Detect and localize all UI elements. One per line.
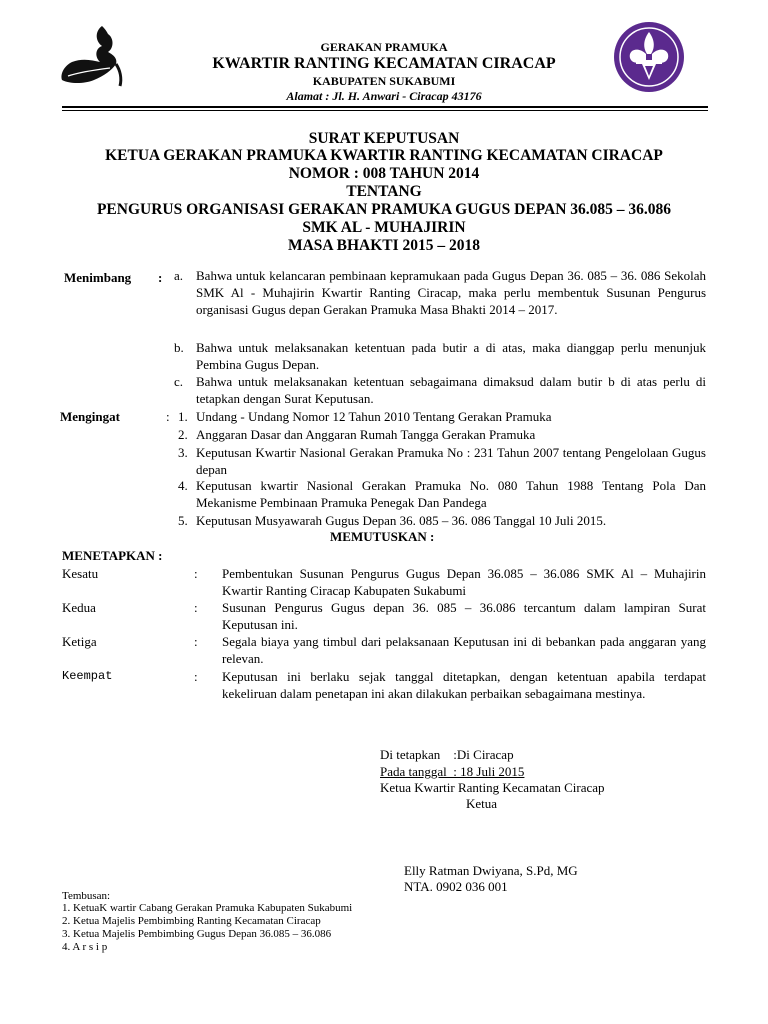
menimbang-marker-b: b. bbox=[174, 340, 184, 355]
mengingat-item-2: Anggaran Dasar dan Anggaran Rumah Tangga Gerakan Pramuka bbox=[196, 427, 536, 442]
mengingat-marker-2: 2. bbox=[178, 427, 188, 442]
menetapkan-label: MENETAPKAN : bbox=[62, 548, 163, 563]
menimbang-item-a: Bahwa untuk kelancaran pembinaan kepramukaan pada Gugus Depan 36. 085 – 36. 086 Sekolah SMK Al - Muhajirin Kwartir Ranting Ciracap, maka perlu membentuk Susunan Pengurus organisasi Gugus depan Gerakan Pramuka Masa Bhakti 2014 – 2017. bbox=[196, 268, 706, 317]
title-line3: NOMOR : 008 TAHUN 2014 bbox=[288, 165, 480, 182]
header-rule-thin bbox=[62, 110, 708, 111]
kesatu-text: Pembentukan Susunan Pengurus Gugus Depan 36.085 – 36.086 SMK Al – Muhajirin Kwartir Ranting Ciracap Kabupaten Sukabumi bbox=[222, 566, 706, 598]
kesatu-label: Kesatu bbox=[62, 566, 99, 581]
mengingat-item-1: Undang - Undang Nomor 12 Tahun 2010 Tentang Gerakan Pramuka bbox=[196, 409, 552, 424]
mengingat-marker-4: 4. bbox=[178, 478, 188, 493]
sig-nama: Elly Ratman Dwiyana, S.Pd, MG bbox=[404, 863, 578, 878]
title-line4: TENTANG bbox=[346, 183, 422, 200]
mengingat-marker-1: 1. bbox=[178, 409, 188, 424]
tembusan-item-4: 4. A r s i p bbox=[62, 941, 108, 953]
keempat-text: Keputusan ini berlaku sejak tanggal ditetapkan, dengan ketentuan apabila terdapat kekeliruan dalam penetapan ini akan dilakukan perbaikan sebagaimana mestinya. bbox=[222, 669, 706, 701]
menimbang-marker-c: c. bbox=[174, 374, 184, 389]
ketiga-colon: : bbox=[194, 634, 198, 649]
kedua-colon: : bbox=[194, 600, 198, 615]
mengingat-item-5: Keputusan Musyawarah Gugus Depan 36. 085 – 36. 086 Tanggal 10 Juli 2015. bbox=[196, 513, 607, 528]
header-rule-thick bbox=[62, 106, 708, 108]
sig-jabatan: Ketua Kwartir Ranting Kecamatan Ciracap bbox=[380, 780, 605, 795]
title-line6: SMK AL - MUHAJIRIN bbox=[302, 219, 466, 236]
kesatu-colon: : bbox=[194, 566, 198, 581]
menimbang-item-c: Bahwa untuk melaksanakan ketentuan sebagaimana dimaksud dalam butir b di atas perlu di tetapkan dengan Surat Keputusan. bbox=[196, 374, 706, 406]
mengingat-colon: : bbox=[166, 409, 170, 424]
keempat-colon: : bbox=[194, 669, 198, 684]
menimbang-label: Menimbang bbox=[64, 270, 132, 285]
header-alamat: Alamat : Jl. H. Anwari - Ciracap 43176 bbox=[286, 89, 482, 103]
header-org: GERAKAN PRAMUKA bbox=[320, 40, 448, 54]
kedua-label: Kedua bbox=[62, 600, 96, 615]
mengingat-label: Mengingat bbox=[60, 409, 120, 424]
mengingat-marker-3: 3. bbox=[178, 445, 188, 460]
menimbang-colon: : bbox=[158, 270, 163, 285]
mengingat-item-4: Keputusan kwartir Nasional Gerakan Pramuka No. 080 Tahun 1988 Tentang Pola Dan Mekanisme Pembinaan Pramuka Penegak Dan Pandega bbox=[196, 478, 706, 510]
tembusan-item-2: 2. Ketua Majelis Pembimbing Ranting Kecamatan Ciracap bbox=[62, 915, 321, 927]
tembusan-label: Tembusan: bbox=[62, 890, 111, 902]
menimbang-item-b: Bahwa untuk melaksanakan ketentuan pada butir a di atas, maka dianggap perlu menunjuk Pembina Gugus Depan. bbox=[196, 340, 706, 372]
header-kabupaten: KABUPATEN SUKABUMI bbox=[312, 74, 456, 88]
tembusan-item-1: 1. KetuaK wartir Cabang Gerakan Pramuka Kabupaten Sukabumi bbox=[62, 902, 353, 914]
kedua-text: Susunan Pengurus Gugus depan 36. 085 – 36.086 tercantum dalam lampiran Surat Keputusan ini. bbox=[222, 600, 706, 632]
ketiga-text: Segala biaya yang timbul dari pelaksanaan Keputusan ini di bebankan pada anggaran yang relevan. bbox=[222, 634, 706, 666]
memutuskan-heading: MEMUTUSKAN : bbox=[330, 529, 435, 544]
menimbang-marker-a: a. bbox=[174, 268, 184, 283]
title-line7: MASA BHAKTI 2015 – 2018 bbox=[287, 237, 481, 254]
mengingat-marker-5: 5. bbox=[178, 513, 188, 528]
tembusan-item-3: 3. Ketua Majelis Pembimbing Gugus Depan 36.085 – 36.086 bbox=[62, 928, 332, 940]
sig-tanggal: Pada tanggal : 18 Juli 2015 bbox=[380, 764, 525, 779]
title-line2: KETUA GERAKAN PRAMUKA KWARTIR RANTING KECAMATAN CIRACAP bbox=[105, 147, 663, 164]
title-line5: PENGURUS ORGANISASI GERAKAN PRAMUKA GUGUS DEPAN 36.085 – 36.086 bbox=[96, 201, 672, 218]
keempat-label: Keempat bbox=[62, 669, 113, 683]
sig-ditetapkan: Di tetapkan :Di Ciracap bbox=[380, 747, 514, 762]
mengingat-item-3: Keputusan Kwartir Nasional Gerakan Pramuka No : 231 Tahun 2007 tentang Pengelolaan Gugus depan bbox=[196, 445, 706, 477]
sig-nta: NTA. 0902 036 001 bbox=[404, 879, 508, 894]
ketiga-label: Ketiga bbox=[62, 634, 97, 649]
title-line1: SURAT KEPUTUSAN bbox=[308, 130, 460, 147]
header-kwartir: KWARTIR RANTING KECAMATAN CIRACAP bbox=[212, 55, 556, 72]
sig-ketua: Ketua bbox=[466, 796, 498, 811]
